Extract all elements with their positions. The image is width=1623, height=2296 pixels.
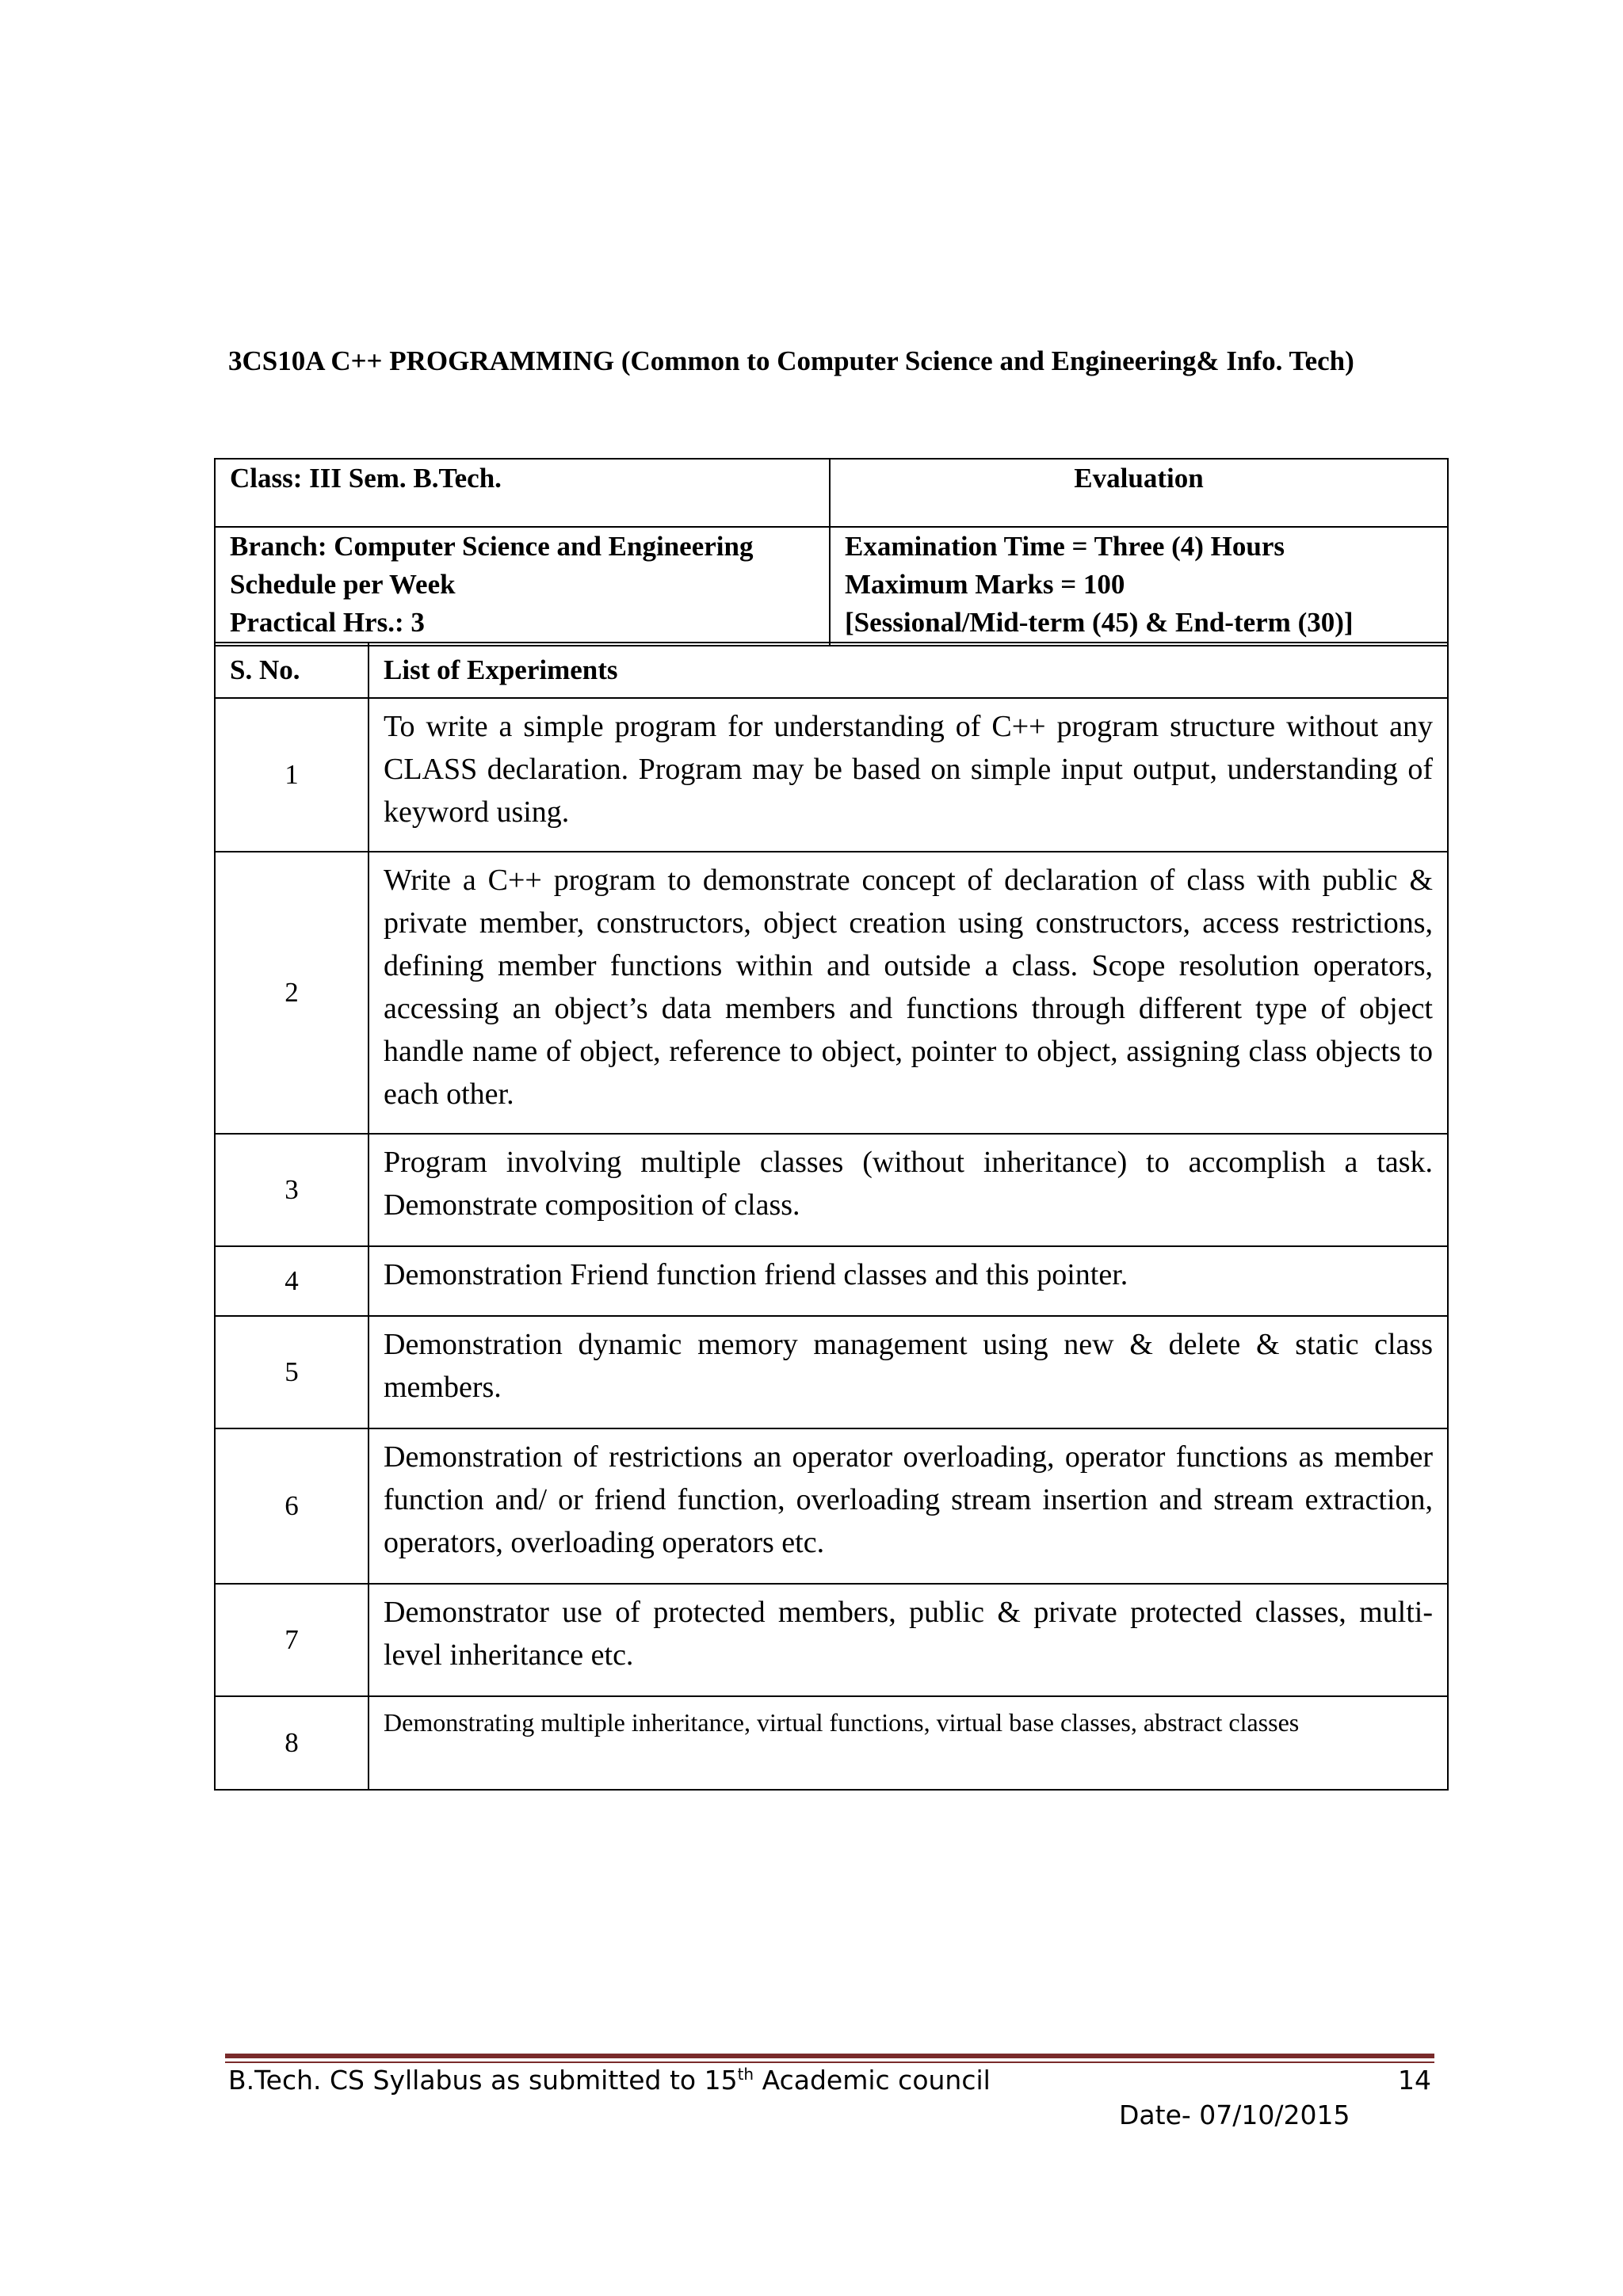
row-text: Demonstrating multiple inheritance, virtual functions, virtual base classes, abstract classes: [369, 1696, 1448, 1790]
row-number: 8: [215, 1696, 369, 1790]
row-text: To write a simple program for understanding of C++ program structure without any CLASS declaration. Program may be based on simple input output, understanding of keyword using.: [369, 698, 1448, 852]
class-label: Class: III Sem. B.Tech.: [230, 463, 502, 494]
table-row: [215, 1316, 1448, 1428]
row-number: 1: [215, 698, 369, 852]
row-text: Demonstration Friend function friend classes and this pointer.: [369, 1246, 1448, 1316]
row-number: 3: [215, 1134, 369, 1246]
footer-rule-thin: [225, 2061, 1434, 2063]
schedule-label: Schedule per Week: [230, 569, 456, 600]
footer-text: [228, 2065, 991, 2096]
table-row: [215, 1696, 1448, 1790]
row-number: 4: [215, 1246, 369, 1316]
branch-label: Branch: Computer Science and Engineering: [230, 531, 754, 562]
footer-suffix: Academic council: [754, 2065, 991, 2096]
footer-sup: th: [737, 2065, 754, 2084]
row-text: Write a C++ program to demonstrate concept of declaration of class with public & private member, constructors, object creation using constructors, access restrictions, defining member functions within and outside a class. Scope resolution operators, accessing an object’s data members and functions through different type of object handle name of object, reference to object, pointer to object, assigning class objects to each other.: [369, 852, 1448, 1134]
sno-header: S. No.: [215, 643, 369, 698]
evaluation-cell: [830, 459, 1448, 527]
table-row: [215, 1246, 1448, 1316]
footer-prefix: B.Tech. CS Syllabus as submitted to 15: [228, 2065, 738, 2096]
row-text: Demonstrator use of protected members, public & private protected classes, multi-level inheritance etc.: [369, 1584, 1448, 1696]
max-marks-label: Maximum Marks = 100: [845, 569, 1125, 600]
practical-label: Practical Hrs.: 3: [230, 607, 425, 638]
row-text: Program involving multiple classes (without inheritance) to accomplish a task. Demonstrate composition of class.: [369, 1134, 1448, 1246]
exam-time-label: Examination Time = Three (4) Hours: [845, 531, 1285, 562]
experiments-header: List of Experiments: [369, 643, 1448, 698]
sessional-label: [Sessional/Mid-term (45) & End-term (30)]: [845, 607, 1354, 638]
evaluation-label: Evaluation: [1074, 463, 1204, 494]
table-header-row: [215, 643, 1448, 698]
table-row: [215, 698, 1448, 852]
exam-cell: [830, 527, 1448, 646]
branch-cell: [215, 527, 830, 646]
page-number: 14: [1398, 2065, 1431, 2096]
row-number: 6: [215, 1428, 369, 1584]
page-title: 3CS10A C++ PROGRAMMING (Common to Computer Science and Engineering& Info. Tech): [228, 345, 1354, 376]
footer-date: Date- 07/10/2015: [1119, 2100, 1350, 2130]
row-text: Demonstration of restrictions an operator overloading, operator functions as member function and/ or friend function, overloading stream insertion and stream extraction, operators, overloading operators etc.: [369, 1428, 1448, 1584]
experiments-table: [214, 642, 1449, 1791]
table-row: [215, 1584, 1448, 1696]
footer-rule: [225, 2054, 1434, 2058]
row-number: 2: [215, 852, 369, 1134]
course-info-table: [214, 458, 1449, 646]
table-row: [215, 1134, 1448, 1246]
table-row: [215, 852, 1448, 1134]
row-number: 7: [215, 1584, 369, 1696]
class-cell: [215, 459, 830, 527]
row-text: Demonstration dynamic memory management using new & delete & static class members.: [369, 1316, 1448, 1428]
row-number: 5: [215, 1316, 369, 1428]
table-row: [215, 1428, 1448, 1584]
